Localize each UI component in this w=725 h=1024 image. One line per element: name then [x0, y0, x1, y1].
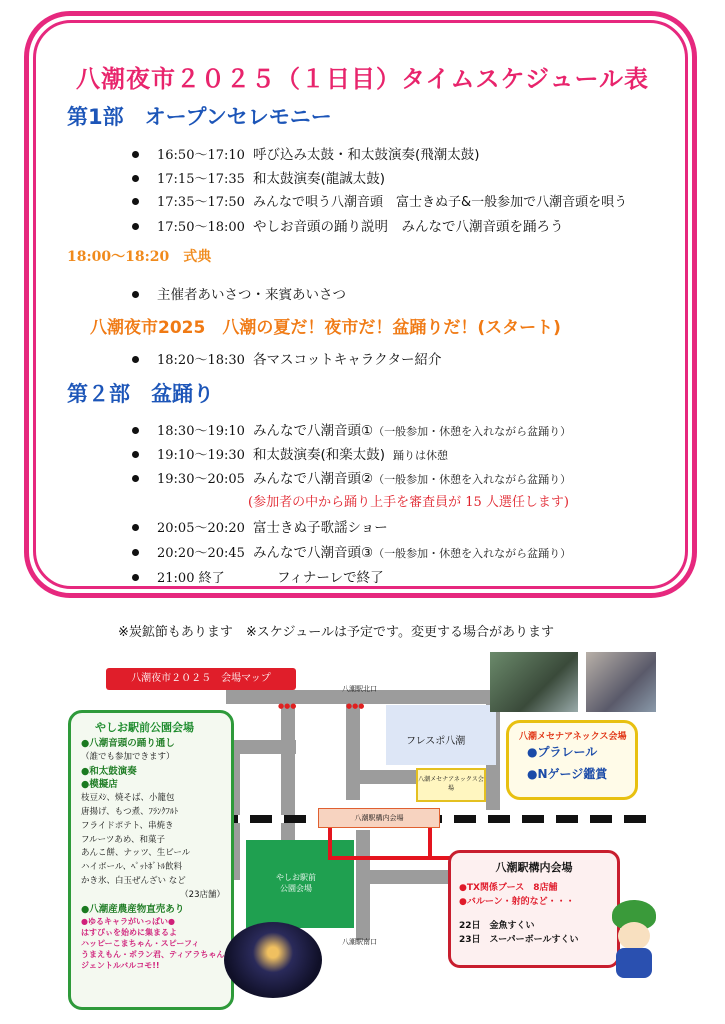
mezon-item: ●プラレール: [527, 745, 598, 759]
bullet-icon: [132, 356, 139, 363]
schedule-item: 21:00 終了 フィナーレで終了: [132, 566, 384, 586]
schedule-item: 20:05～20:20 富士きぬ子歌謡ショー: [132, 516, 388, 536]
park-info-line: ●八潮音頭の踊り通し: [81, 738, 175, 749]
schedule-item: 18:20～18:30 各マスコットキャラクター紹介: [132, 348, 441, 368]
bullet-icon: [132, 175, 139, 182]
park-info-box: [68, 710, 234, 1010]
bullet-icon: [132, 291, 139, 298]
festival-photo: [224, 922, 322, 998]
page-title: 八潮夜市２０２５（１日目）タイムスケジュール表: [75, 65, 650, 93]
station-item: ●バルーン・射的など・・・: [459, 897, 575, 907]
mascot-icon: [608, 900, 660, 980]
station-day-row: 23日 スーパーボールすくい: [459, 935, 579, 945]
road: [356, 830, 370, 940]
park-info-line: ●八潮産農産物直売あり: [81, 903, 185, 915]
arrow-line: [428, 828, 432, 858]
ceremony-heading: 18:00～18:20 式典: [67, 249, 212, 265]
park-info-line: うまえもん・ポラン君、ティアラちゃん: [81, 950, 225, 960]
train-photo: [490, 652, 578, 712]
schedule-item: 17:15～17:35 和太鼓演奏(龍誠太鼓): [132, 167, 385, 187]
park-info-line: ハイボール、ﾍﾟｯﾄﾎﾞﾄﾙ飲料: [81, 862, 183, 873]
station-info-box: [448, 850, 620, 968]
judge-note: (参加者の中から踊り上手を審査員が 15 人選任します): [248, 495, 569, 510]
park-info-line: 唐揚げ、もつ煮、ﾌﾗﾝｸﾌﾙﾄ: [81, 806, 179, 817]
south-exit-label: 八潮駅南口: [342, 938, 377, 946]
mezon-info-box: [506, 720, 638, 800]
park-info-title: やしお駅前公園会場: [95, 721, 194, 734]
bullet-icon: [132, 427, 139, 434]
station-info-title: 八潮駅構内会場: [495, 861, 573, 874]
flespo-label: フレスポ八潮: [406, 736, 466, 747]
schedule-item: 19:10～19:30 和太鼓演奏(和楽太鼓) 踊りは休憩: [132, 443, 448, 463]
park-info-line: ハッピーこまちゃん・スピーフィ: [81, 939, 200, 949]
park-info-line: （23店舗）: [180, 889, 225, 900]
traffic-light-icon: ●●●: [346, 702, 365, 710]
mezon-info-title: 八潮メセナアネックス会場: [519, 732, 627, 742]
part2-heading: 第２部 盆踊り: [67, 382, 214, 406]
schedule-item: 16:50～17:10 呼び込み太鼓・和太鼓演奏(飛潮太鼓): [132, 143, 480, 163]
park-info-line: かき氷、白玉ぜんざい など: [81, 875, 186, 886]
schedule-item: 17:35～17:50 みんなで唄う八潮音頭 富士きぬ子&一般参加で八潮音頭を唄う: [132, 191, 627, 210]
park-info-line: （誰でも参加できます）: [81, 751, 175, 762]
park-info-list: [81, 737, 225, 971]
schedule-item: 20:20～20:45 みんなで八潮音頭③（一般参加・休憩を入れながら盆踊り）: [132, 541, 571, 561]
start-banner: 八潮夜市2025 八潮の夏だ！夜市だ！盆踊りだ！(スタート): [90, 318, 561, 338]
station-day-row: 22日 金魚すくい: [459, 921, 535, 931]
north-exit-label: 八潮駅北口: [342, 685, 377, 693]
footer-note: ※炭鉱節もあります ※スケジュールは予定です。変更する場合があります: [118, 625, 554, 640]
bullet-icon: [132, 223, 139, 230]
station-item: ●TX関係ブース 8店舗: [459, 883, 558, 893]
bullet-icon: [132, 151, 139, 158]
venue-map: [66, 650, 660, 1020]
bullet-icon: [132, 451, 139, 458]
park-info-line: あんこ餅、ナッツ、生ビール: [81, 848, 191, 859]
mezon-item: ●Nゲージ鑑賞: [527, 767, 608, 781]
traffic-light-icon: ●●●: [278, 702, 297, 710]
mezon-annex-building: 八潮メセナアネックス会場: [416, 768, 486, 802]
park-info-line: フライドポテト、串焼き: [81, 820, 174, 831]
park-info-line: ジェントルバルコモ!!: [81, 961, 160, 971]
bullet-icon: [132, 549, 139, 556]
bullet-icon: [132, 524, 139, 531]
park-info-line: はすぴぃを始めに集まるよ: [81, 928, 177, 938]
park-info-line: ●模擬店: [81, 779, 118, 791]
bullet-icon: [132, 475, 139, 482]
bullet-icon: [132, 198, 139, 205]
station-venue-building: 八潮駅構内会場: [318, 808, 440, 828]
park-info-line: ●和太鼓演奏: [81, 765, 137, 777]
schedule-item: 主催者あいさつ・来賓あいさつ: [132, 283, 346, 303]
arrow-line: [328, 856, 460, 860]
map-ribbon: 八潮夜市２０２５ 会場マップ: [106, 668, 296, 690]
park-map-label: やしお駅前 公園会場: [276, 873, 316, 893]
schedule-item: 19:30～20:05 みんなで八潮音頭②（一般参加・休憩を入れながら盆踊り）: [132, 467, 571, 487]
park-info-line: ●ゆるキャラがいっぱい●: [81, 917, 175, 927]
park-info-line: フルーツあめ、和菓子: [81, 834, 165, 845]
schedule-item: 17:50～18:00 やしお音頭の踊り説明 みんなで八潮音頭を踊ろう: [132, 215, 564, 235]
schedule-item: 18:30～19:10 みんなで八潮音頭①（一般参加・休憩を入れながら盆踊り）: [132, 419, 571, 439]
display-photo: [586, 652, 656, 712]
part1-heading: 第1部 オープンセレモニー: [67, 105, 332, 129]
bullet-icon: [132, 574, 139, 581]
park-info-line: 枝豆ﾒｼ、焼そば、小籠包: [81, 793, 175, 804]
